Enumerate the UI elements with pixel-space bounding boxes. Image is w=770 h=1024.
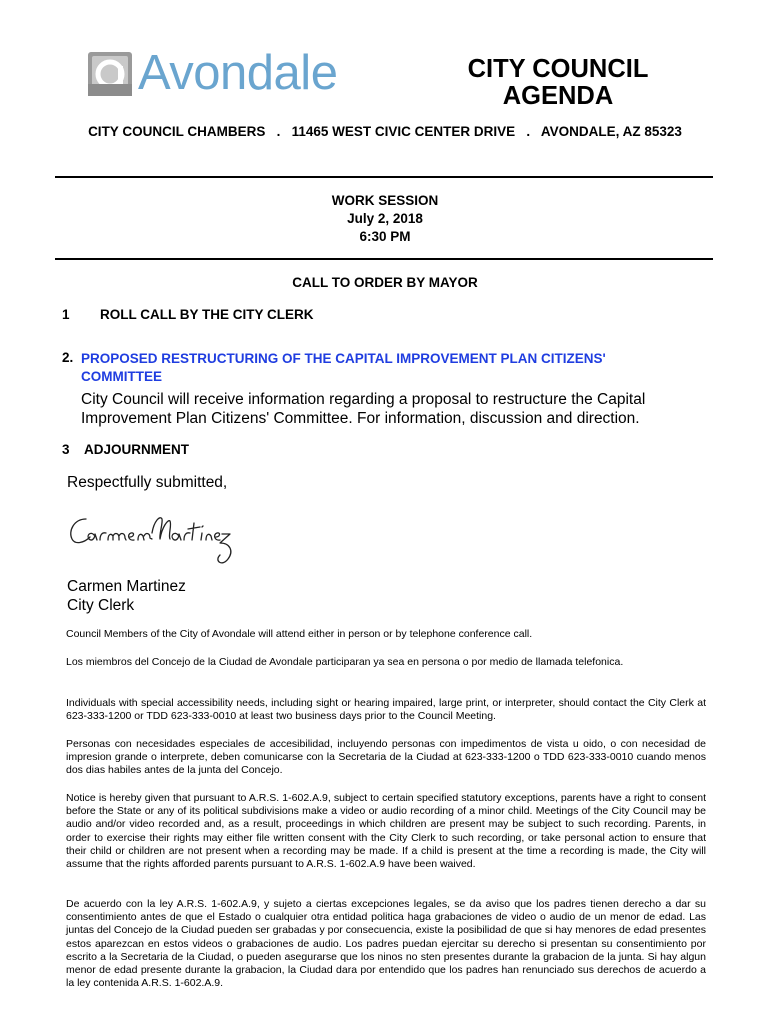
notice-accessibility-en: Individuals with special accessibility needs, including sight or hearing impaired, large print, or interpreter, should contact the City Clerk at 623-333-1200 or TDD 623-333-0010 at least two business days prior to the Council Meeting. (66, 697, 706, 723)
item-3-number: 3 (62, 442, 70, 457)
item-1-title: ROLL CALL BY THE CITY CLERK (100, 307, 314, 322)
page-title: CITY COUNCIL AGENDA (467, 55, 649, 110)
avondale-logo (88, 46, 378, 100)
item-2-title-line1: PROPOSED RESTRUCTURING OF THE CAPITAL IMPROVEMENT PLAN CITIZENS' (81, 351, 606, 366)
session-type: WORK SESSION (331, 193, 439, 208)
avondale-logo-icon (88, 52, 132, 96)
notice-attendance-es: Los miembros del Concejo de la Ciudad de Avondale participaran ya sea en persona o por medio de llamada telefonica. (66, 656, 624, 668)
notice-accessibility-es: Personas con necesidades especiales de accesibilidad, incluyendo personas con impedimentos de vista u oido, o con necesidad de impresion grande o interprete, deben comunicarse con la Secretaria de la Ciudad at 623-333-1200 o TDD 623-333-0010 cuando menos dos dias habiles antes de la junta del Concejo. (66, 738, 706, 777)
item-2-title-line2: COMMITTEE (81, 369, 162, 384)
item-2-title-link[interactable] (81, 350, 711, 386)
notice-attendance-en: Council Members of the City of Avondale will attend either in person or by telephone conference call. (66, 628, 533, 640)
divider-top (55, 176, 713, 178)
divider-bottom (55, 258, 713, 260)
logo-text: Avondale (138, 46, 338, 100)
address-line: CITY COUNCIL CHAMBERS . 11465 WEST CIVIC CENTER DRIVE . AVONDALE, AZ 85323 (88, 124, 682, 139)
session-date: July 2, 2018 (347, 211, 423, 226)
item-2-description: City Council will receive information regarding a proposal to restructure the Capital Improvement Plan Citizens' Committee. For information, discussion and direction. (81, 391, 646, 427)
closing-text: Respectfully submitted, (67, 474, 228, 491)
signature-image (64, 505, 244, 575)
call-to-order: CALL TO ORDER BY MAYOR (292, 275, 478, 290)
notice-recording-es: De acuerdo con la ley A.R.S. 1-602.A.9, y sujeto a ciertas excepciones legales, se da aviso que los padres tienen derecho a dar su consentimiento antes de que el Estado o cualquier otra entidad politica haga grabaciones de video o audio de un menor de edad. Las juntas del Concejo de la Ciudad pueden ser grabadas y por consecuencia, existe la posibilidad de que si hay menores de edad presentes estos aparezcan en estos videos o grabaciones de audio. Los padres puedan ejercitar su derecho si presentan su consentimiento por escrito a la Secretaria de la Ciudad, o pueden asegurarse que los ninos no sten presentes durante la grabacion de la junta. Si hay algun menor de edad presente durante la grabacion, la Ciudad dara por entendido que los padres han renunciado sus derechos de acuerdo a la ley contenida A.R.S. 1-602.A.9. (66, 898, 706, 990)
session-time: 6:30 PM (359, 229, 411, 244)
item-1-number: 1 (62, 307, 70, 322)
item-3-title: ADJOURNMENT (84, 442, 190, 457)
signatory-name: Carmen Martinez (67, 578, 186, 595)
signatory-role: City Clerk (67, 597, 135, 614)
notice-recording-en: Notice is hereby given that pursuant to A.R.S. 1-602.A.9, subject to certain specified statutory exceptions, parents have a right to consent before the State or any of its political subdivisions make a video or audio recording of a minor child. Meetings of the City Council may be audio and/or video recorded and, as a result, proceedings in which children are present may be subject to such recording. Parents, in order to exercise their rights may either file written consent with the City Clerk to such recording, or take personal action to ensure that their child or children are not present when a recording may be made. If a child is present at the time a recording is made, the City will assume that the rights afforded parents pursuant to A.R.S. 1-602.A.9 have been waived. (66, 792, 706, 871)
item-2-number: 2. (62, 350, 74, 365)
